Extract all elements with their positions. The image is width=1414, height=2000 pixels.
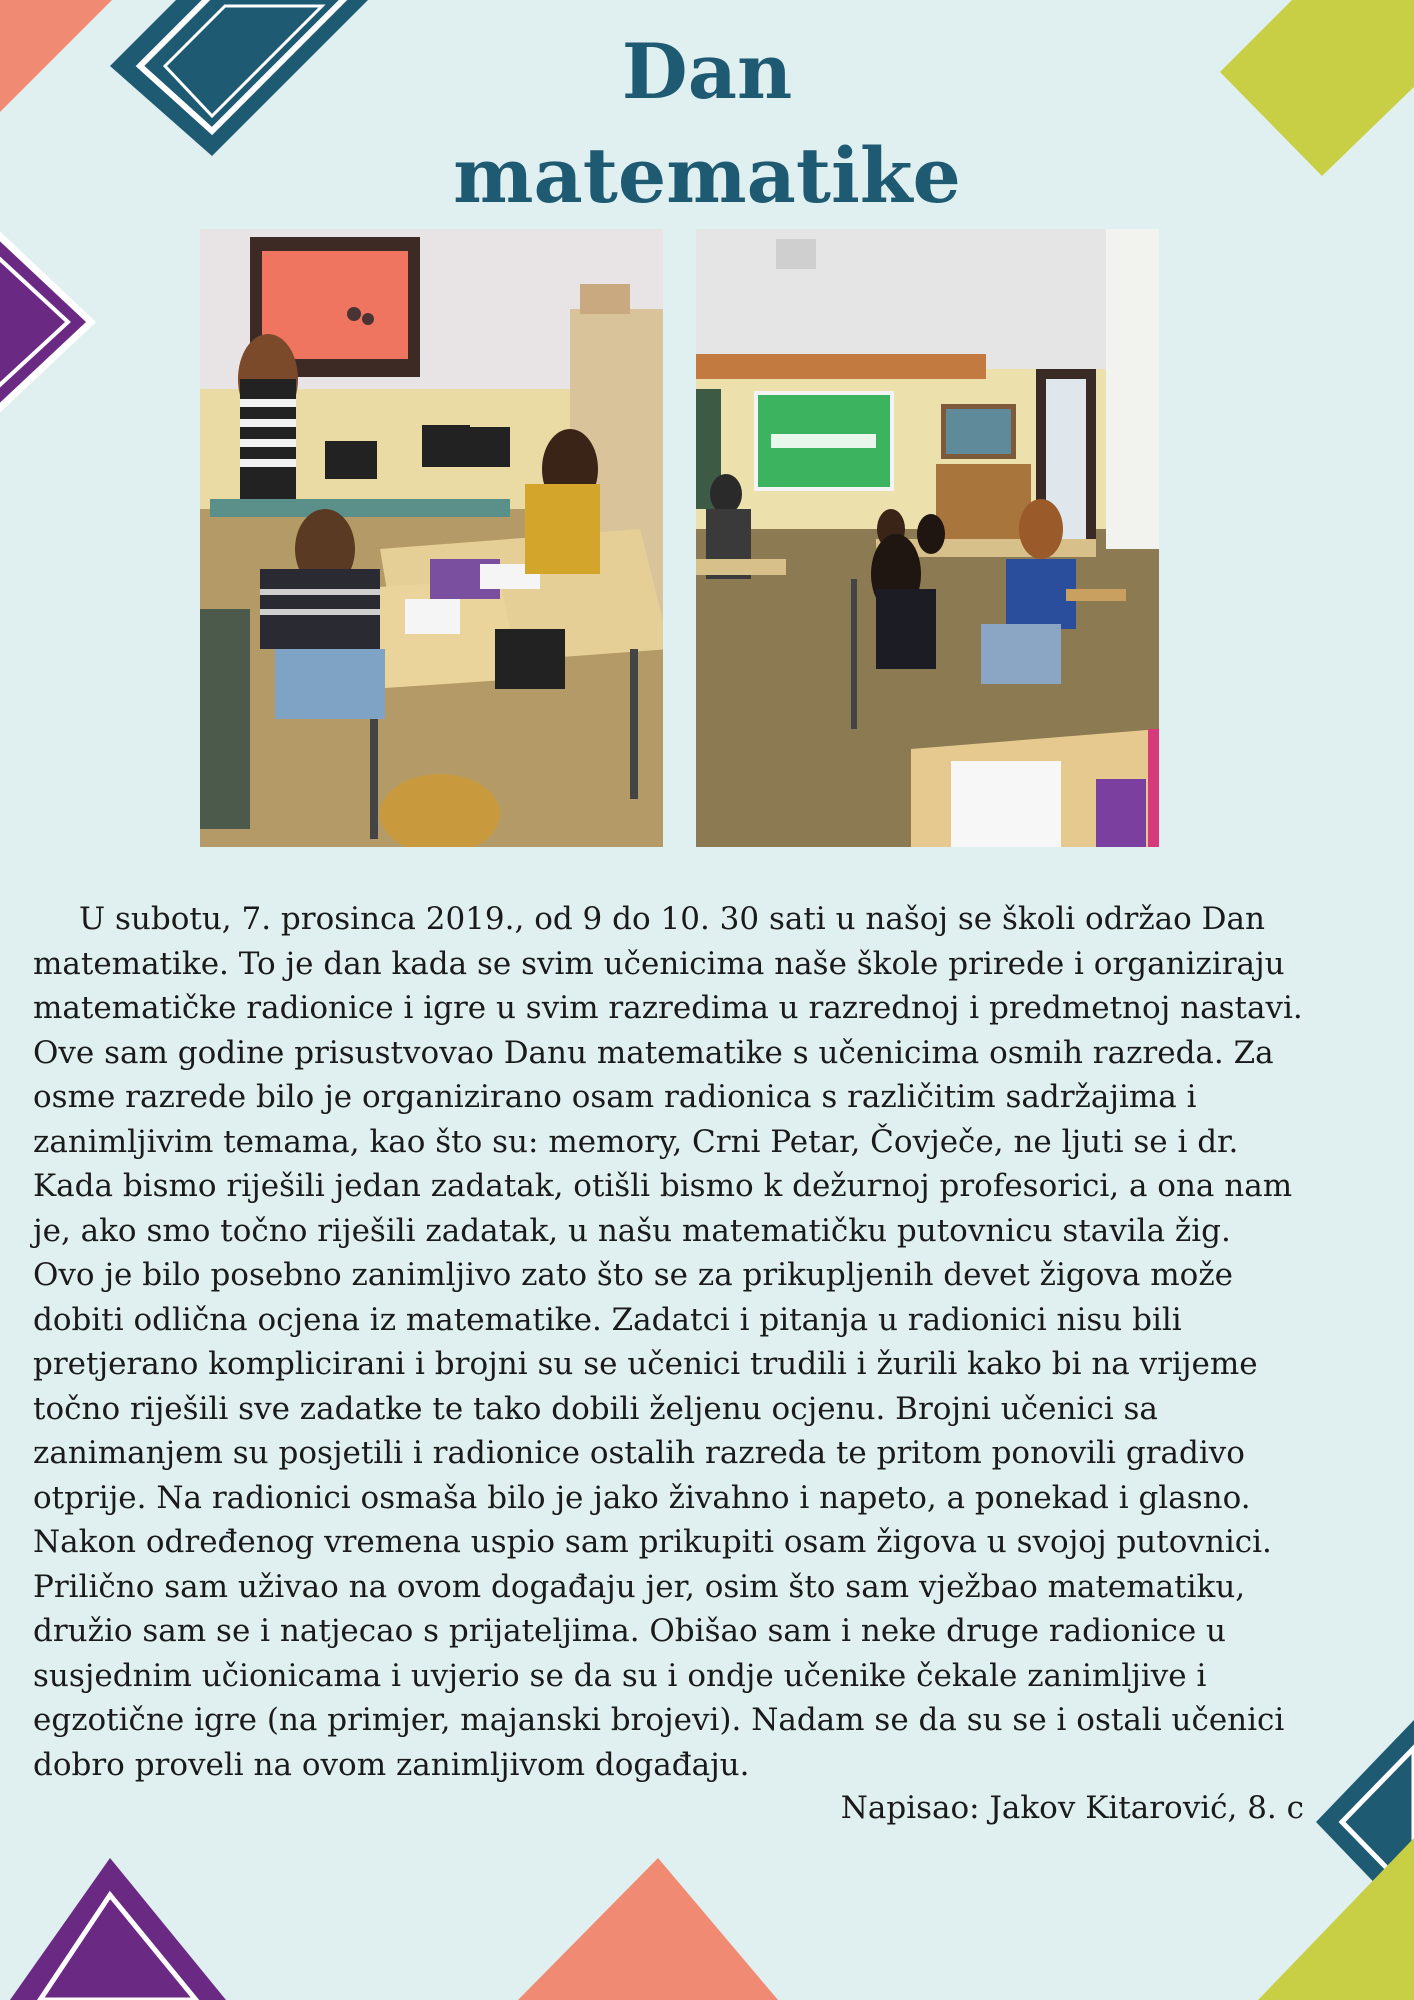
article-line: Kada bismo riješili jedan zadatak, otišli bismo k dežurnoj profesorici, a ona nam bbox=[33, 1168, 1293, 1204]
article-line: U subotu, 7. prosinca 2019., od 9 do 10. 30 sati u našoj se školi održao Dan bbox=[79, 901, 1265, 937]
article-line: zanimljivim temama, kao što su: memory, Crni Petar, Čovječe, ne ljuti se i dr. bbox=[33, 1123, 1239, 1160]
article-line: točno riješili sve zadatke te tako dobili željenu ocjenu. Brojni učenici sa bbox=[33, 1390, 1158, 1427]
title-line-2: matematike bbox=[453, 131, 961, 220]
article-line: susjednim učionicama i uvjerio se da su i ondje učenike čekale zanimljive i bbox=[33, 1657, 1207, 1694]
article-line: Ove sam godine prisustvovao Danu matematike s učenicima osmih razreda. Za bbox=[33, 1034, 1274, 1071]
article-line: Prilično sam uživao na ovom događaju jer, osim što sam vježbao matematiku, bbox=[33, 1568, 1246, 1605]
article-line: egzotične igre (na primjer, majanski brojevi). Nadam se da su se i ostali učenici bbox=[33, 1702, 1285, 1738]
salmon-triangle-bottom-center bbox=[518, 1858, 778, 2000]
article-line: matematičke radionice i igre u svim razredima u razrednoj i predmetnoj nastavi. bbox=[33, 990, 1303, 1026]
article-line: dobro proveli na ovom zanimljivom događaju. bbox=[33, 1746, 750, 1783]
title-line-1: Dan bbox=[621, 27, 793, 116]
article-line: otprije. Na radionici osmaša bilo je jako živahno i napeto, a ponekad i glasno. bbox=[33, 1479, 1251, 1516]
author-signature: Napisao: Jakov Kitarović, 8. c bbox=[840, 1790, 1304, 1826]
classroom-photo-students-at-desk bbox=[200, 229, 663, 847]
article-line: Nakon određenog vremena uspio sam prikupiti osam žigova u svojoj putovnici. bbox=[33, 1524, 1272, 1560]
lime-triangle-bottom-right bbox=[1258, 1838, 1414, 2000]
classroom-photo-projector-presentation bbox=[696, 229, 1159, 847]
article-line: osme razrede bilo je organizirano osam radionica s različitim sadržajima i bbox=[33, 1079, 1197, 1115]
article-line: Ovo je bilo posebno zanimljivo zato što se za prikupljenih devet žigova može bbox=[33, 1257, 1233, 1293]
page-title bbox=[0, 20, 1414, 228]
article-line: matematike. To je dan kada se svim učenicima naše škole prirede i organiziraju bbox=[33, 945, 1285, 982]
purple-diamond-left bbox=[0, 222, 96, 422]
article-line: pretjerano komplicirani i brojni su se učenici trudili i žurili kako bi na vrijeme bbox=[33, 1346, 1258, 1382]
purple-diamond-bottom-left bbox=[10, 1858, 226, 2000]
article-line: družio sam se i natjecao s prijateljima. Obišao sam i neke druge radionice u bbox=[33, 1613, 1226, 1649]
article-line: je, ako smo točno riješili zadatak, u našu matematičku putovnicu stavila žig. bbox=[33, 1212, 1231, 1249]
article-line: dobiti odlična ocjena iz matematike. Zadatci i pitanja u radionici nisu bili bbox=[33, 1301, 1182, 1338]
article-body bbox=[33, 897, 1401, 1787]
article-line: zanimanjem su posjetili i radionice ostalih razreda te pritom ponovili gradivo bbox=[33, 1435, 1245, 1471]
